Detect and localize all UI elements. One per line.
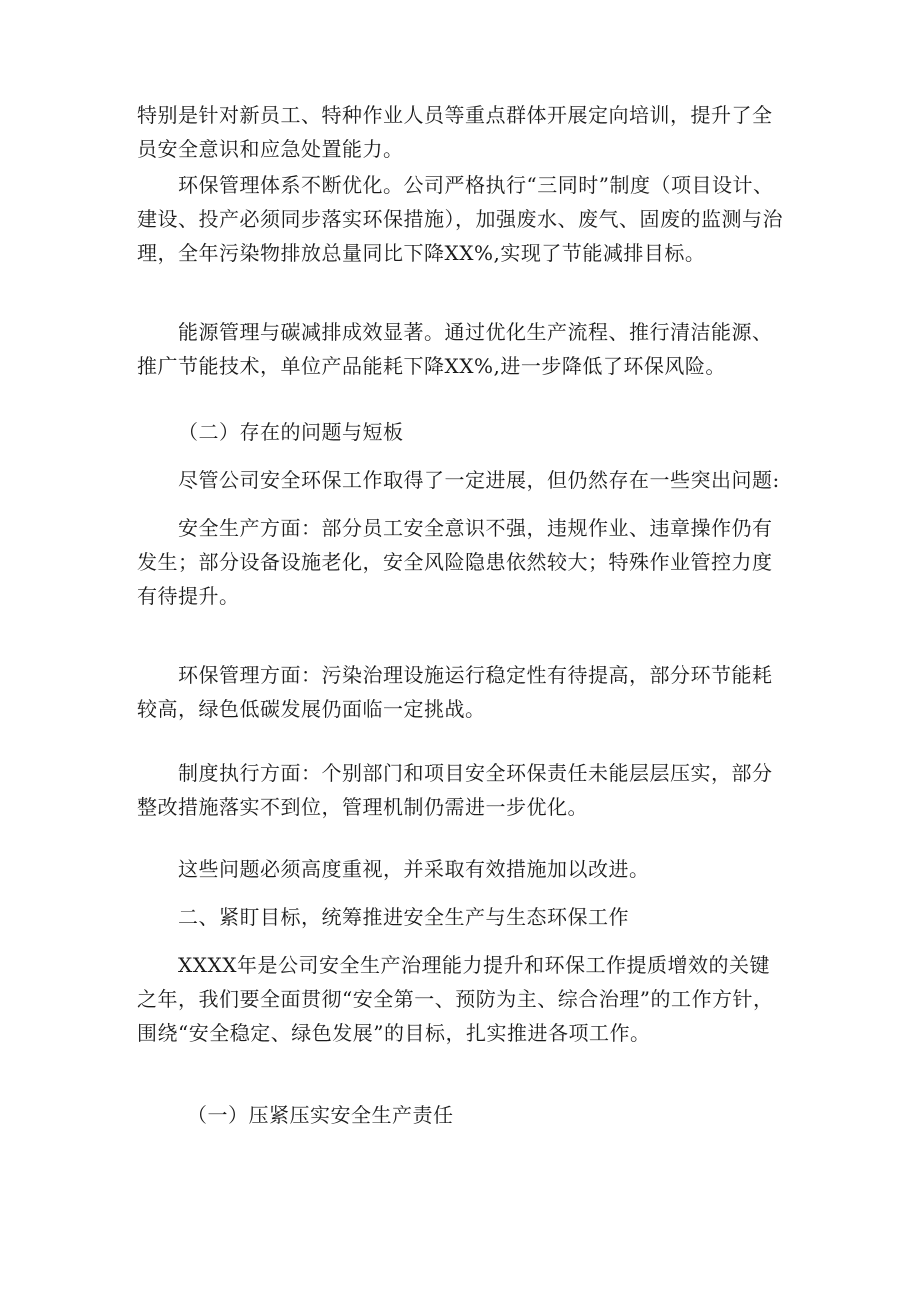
paragraph-problems-conclusion: 这些问题必须高度重视，并采取有效措施加以改进。 [178,857,650,881]
paragraph-environmental-system: 环保管理体系不断优化。公司严格执行“三同时”制度（项目设计、建设、投产必须同步落实环保措施），加强废水、废气、固废的监测与治理，全年污染物排放总量同比下降XX%,实现了节能减排目标。 [137,173,783,265]
subheading-safety-responsibility: （一）压紧压实安全生产责任 [187,1103,454,1127]
paragraph-energy-management: 能源管理与碳减排成效显著。通过优化生产流程、推行清洁能源、推广节能技术，单位产品能耗下降XX%,进一步降低了环保风险。 [137,320,773,378]
paragraph-problems-intro: 尽管公司安全环保工作取得了一定进展，但仍然存在一些突出问题: [178,468,780,492]
paragraph-safety-production-issues: 安全生产方面：部分员工安全意识不强，违规作业、违章操作仍有发生；部分设备设施老化，安全风险隐患依然较大；特殊作业管控力度有待提升。 [137,516,773,608]
paragraph-training-continuation: 特别是针对新员工、特种作业人员等重点群体开展定向培训，提升了全员安全意识和应急处置能力。 [137,103,773,161]
subheading-problems: （二）存在的问题与短板 [178,420,404,444]
paragraph-yearly-goals: XXXX年是公司安全生产治理能力提升和环保工作提质增效的关键之年，我们要全面贯彻“安全第一、预防为主、综合治理”的工作方针，围绕“安全稳定、绿色发展”的目标，扎实推进各项工作。 [137,953,774,1045]
paragraph-institutional-issues: 制度执行方面：个别部门和项目安全环保责任未能层层压实，部分整改措施落实不到位，管理机制仍需进一步优化。 [137,761,773,819]
paragraph-environmental-issues: 环保管理方面：污染治理设施运行稳定性有待提高，部分环节能耗较高，绿色低碳发展仍面临一定挑战。 [137,663,773,721]
section-heading-two: 二、紧盯目标，统筹推进安全生产与生态环保工作 [178,905,629,929]
